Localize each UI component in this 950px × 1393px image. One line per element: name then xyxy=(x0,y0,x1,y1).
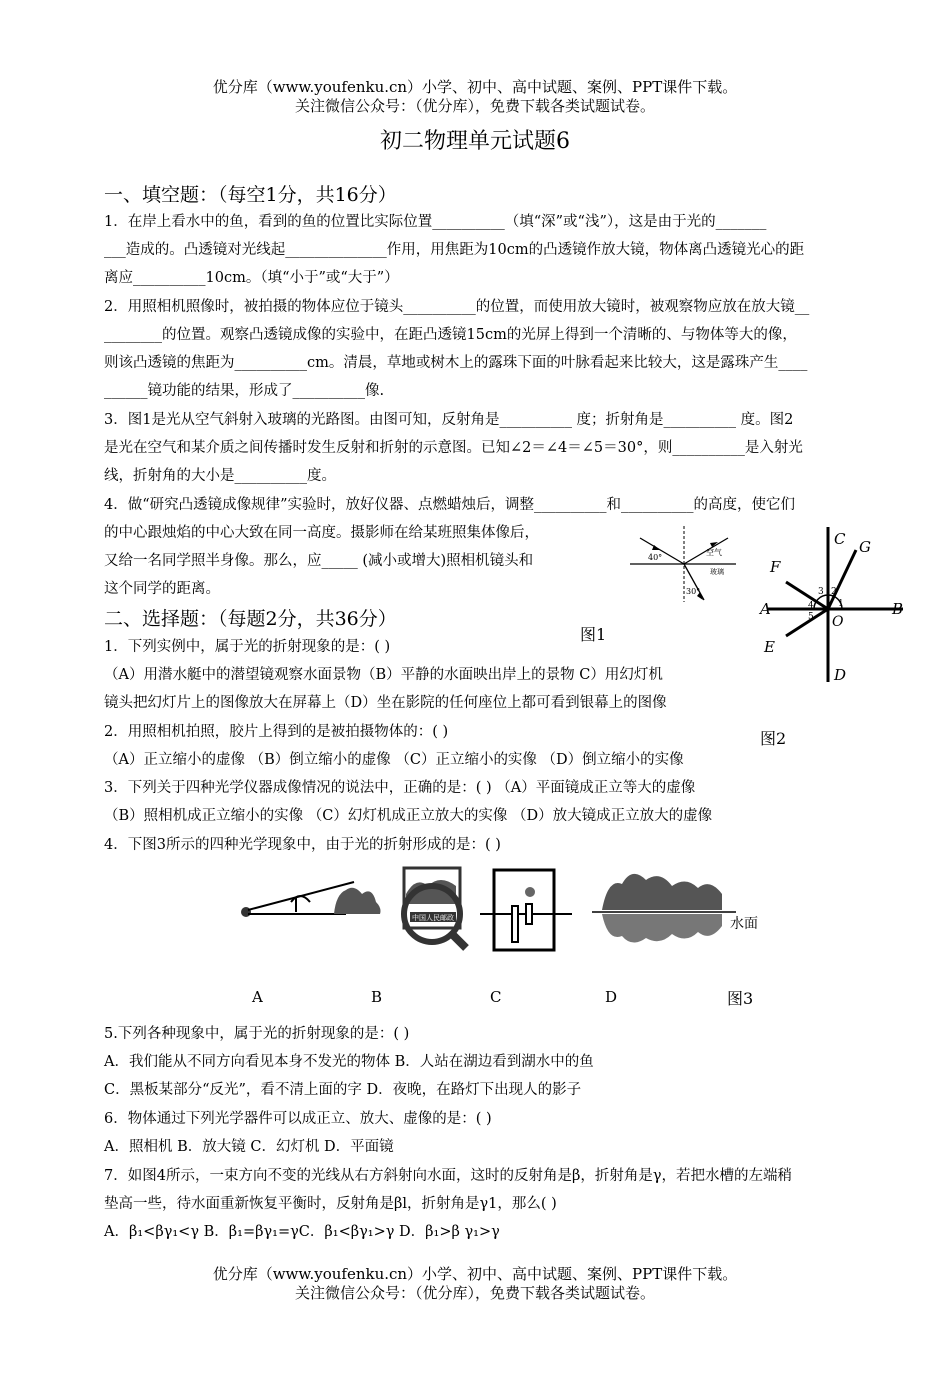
s1-q3-line-2: 是光在空气和某介质之间传播时发生反射和折射的示意图。已知∠2＝∠4＝∠5＝30°，则__________是入射光 xyxy=(104,440,803,456)
section-1-heading: 一、填空题：（每空1分，共16分） xyxy=(104,184,397,206)
s2-q5-line-2: A．我们能从不同方向看见本身不发光的物体 B．人站在湖边看到湖水中的鱼 xyxy=(104,1054,594,1070)
water-surface-label: 水面 xyxy=(730,916,758,932)
figure-3a-shadow-scene xyxy=(241,882,381,917)
figure-3b-magnifier xyxy=(404,868,466,948)
label-E: E xyxy=(764,638,775,656)
hills-shape xyxy=(602,874,722,910)
label-F: F xyxy=(770,558,781,576)
figure-3-images xyxy=(236,864,776,954)
s2-q3-line-1: 3．下列关于四种光学仪器成像情况的说法中，正确的是：( ) （A）平面镜成正立等大的虚像 xyxy=(104,780,696,796)
s2-q3-line-2: （B）照相机成正立缩小的实像 （C）幻灯机成正立放大的实像 （D）放大镜成正立放大的虚像 xyxy=(104,808,713,824)
angle-2-label: 2 xyxy=(831,587,837,597)
header-line-2: 关注微信公众号：（优分库），免费下载各类试题试卷。 xyxy=(294,97,655,115)
s2-q2-line-2: （A）正立缩小的虚像 （B）倒立缩小的虚像 （C）正立缩小的实像 （D）倒立缩小的实像 xyxy=(104,752,684,768)
figure-3d-water-reflection xyxy=(592,874,758,943)
s2-q2-line-1: 2．用照相机拍照，胶片上得到的是被拍摄物体的：( ) xyxy=(104,724,449,740)
label-C: C xyxy=(834,530,846,548)
figure-2-caption: 图2 xyxy=(760,729,787,748)
medium-label: 空气 xyxy=(706,548,722,557)
footer-line-1: 优分库（www.youfenku.cn）小学、初中、高中试题、案例、PPT课件下载。 xyxy=(212,1265,738,1283)
s1-q4-line-2: 的中心跟烛焰的中心大致在同一高度。摄影师在给某班照集体像后， xyxy=(104,525,539,541)
angle-1-label: 1 xyxy=(838,599,844,609)
hills-reflection xyxy=(602,914,722,943)
figure-3-caption: 图3 xyxy=(727,989,754,1008)
figure-3-option-d: D xyxy=(605,988,618,1006)
s2-q6-line-2: A．照相机 B．放大镜 C．幻灯机 D．平面镜 xyxy=(104,1139,394,1155)
angle-4-label: 4 xyxy=(808,601,814,611)
figure-1-caption: 图1 xyxy=(580,625,607,644)
figure-3-option-c: C xyxy=(490,988,502,1006)
magnifier-handle xyxy=(452,934,466,948)
page-title: 初二物理单元试题6 xyxy=(380,129,570,154)
s2-q7-line-3: A．β₁<βγ₁<γ B．β₁=βγ₁=γC．β₁<βγ₁>γ D．β₁>β γ₁>γ xyxy=(104,1224,500,1240)
s2-q1-line-3: 镜头把幻灯片上的图像放大在屏幕上（D）坐在影院的任何座位上都可看到银幕上的图像 xyxy=(104,695,667,711)
s1-q4-line-3: 又给一名同学照半身像。那么，应_____ (减小或增大)照相机镜头和 xyxy=(104,553,534,569)
s1-q3-line-1: 3．图1是光从空气斜射入玻璃的光路图。由图可知，反射角是__________ 度；折射角是__________ 度。图2 xyxy=(104,412,794,428)
s2-q4-line: 4．下图3所示的四种光学现象中，由于光的折射形成的是：( ) xyxy=(104,837,501,853)
s2-q5-line-3: C．黑板某部分“反光”，看不清上面的字 D．夜晚，在路灯下出现人的影子 xyxy=(104,1082,582,1098)
figure-3c-pencil-in-water xyxy=(480,870,572,950)
s1-q4-line-1: 4．做“研究凸透镜成像规律”实验时，放好仪器、点燃蜡烛后，调整__________和__________的高度，使它们 xyxy=(104,497,796,513)
label-G: G xyxy=(859,538,871,556)
s1-q2-line-1: 2．用照相机照像时，被拍摄的物体应位于镜头__________的位置，而使用放大镜时，被观察物应放在放大镜__ xyxy=(104,299,810,315)
s1-q3-line-3: 线，折射角的大小是__________度。 xyxy=(104,468,336,484)
ray-OE xyxy=(786,609,828,636)
stamp-text: 中国人民邮政 xyxy=(412,914,454,922)
header-line-1: 优分库（www.youfenku.cn）小学、初中、高中试题、案例、PPT课件下载。 xyxy=(212,78,738,96)
s1-q1-line-1: 1．在岸上看水中的鱼，看到的鱼的位置比实际位置__________（填“深”或“浅”），这是由于光的_______ xyxy=(104,214,767,230)
s1-q4-line-4: 这个同学的距离。 xyxy=(104,581,220,597)
mountain-shape xyxy=(334,888,381,914)
angle-5-label: 5 xyxy=(808,612,814,622)
s1-q1-line-3: 离应__________10cm。（填“小于”或“大于”） xyxy=(104,270,399,286)
s1-q2-line-2: ________的位置。观察凸透镜成像的实验中，在距凸透镜15cm的光屏上得到一个清晰的、与物体等大的像， xyxy=(104,327,797,343)
s1-q1-line-2: ___造成的。凸透镜对光线起______________作用，用焦距为10cm的凸透镜作放大镜，物体离凸透镜光心的距 xyxy=(104,242,805,258)
s2-q5-line-1: 5.下列各种现象中，属于光的折射现象的是：( ) xyxy=(104,1026,410,1042)
label-B: B xyxy=(892,600,904,618)
s2-q1-line-2: （A）用潜水艇中的潜望镜观察水面景物（B）平静的水面映出岸上的景物 C）用幻灯机 xyxy=(104,667,663,683)
label-O: O xyxy=(832,614,844,630)
figure-3-option-b: B xyxy=(371,988,383,1006)
s2-q7-line-1: 7．如图4所示，一束方向不变的光线从右方斜射向水面，这时的反射角是β，折射角是γ，若把水槽的左端稍 xyxy=(104,1168,792,1184)
medium-label: 玻璃 xyxy=(710,568,724,576)
label-A: A xyxy=(760,600,771,618)
eye-icon xyxy=(241,907,251,917)
s2-q1-line-1: 1．下列实例中，属于光的折射现象的是：( ) xyxy=(104,639,391,655)
angle-label: 40° xyxy=(648,553,663,562)
s1-q2-line-4: ______镜功能的结果，形成了__________像. xyxy=(104,383,385,399)
s1-q2-line-3: 则该凸透镜的焦距为__________cm。清晨，草地或树木上的露珠下面的叶脉看起来比较大，这是露珠产生____ xyxy=(104,355,808,371)
figure-3-option-a: A xyxy=(252,988,263,1006)
section-2-heading: 二、选择题：（每题2分，共36分） xyxy=(104,608,397,630)
label-D: D xyxy=(834,666,847,684)
angle-label: 30° xyxy=(686,587,701,596)
figure-2-diagram xyxy=(758,522,908,692)
s2-q6-line-1: 6．物体通过下列光学器件可以成正立、放大、虚像的是：( ) xyxy=(104,1111,492,1127)
figure-1-diagram xyxy=(628,524,738,604)
angle-3-label: 3 xyxy=(818,587,824,597)
footer-line-2: 关注微信公众号：（优分库），免费下载各类试题试卷。 xyxy=(294,1284,655,1302)
s2-q7-line-2: 垫高一些，待水面重新恢复平衡时，反射角是βl，折射角是γ1，那么( ) xyxy=(104,1196,557,1212)
pencil-shape xyxy=(512,906,518,942)
